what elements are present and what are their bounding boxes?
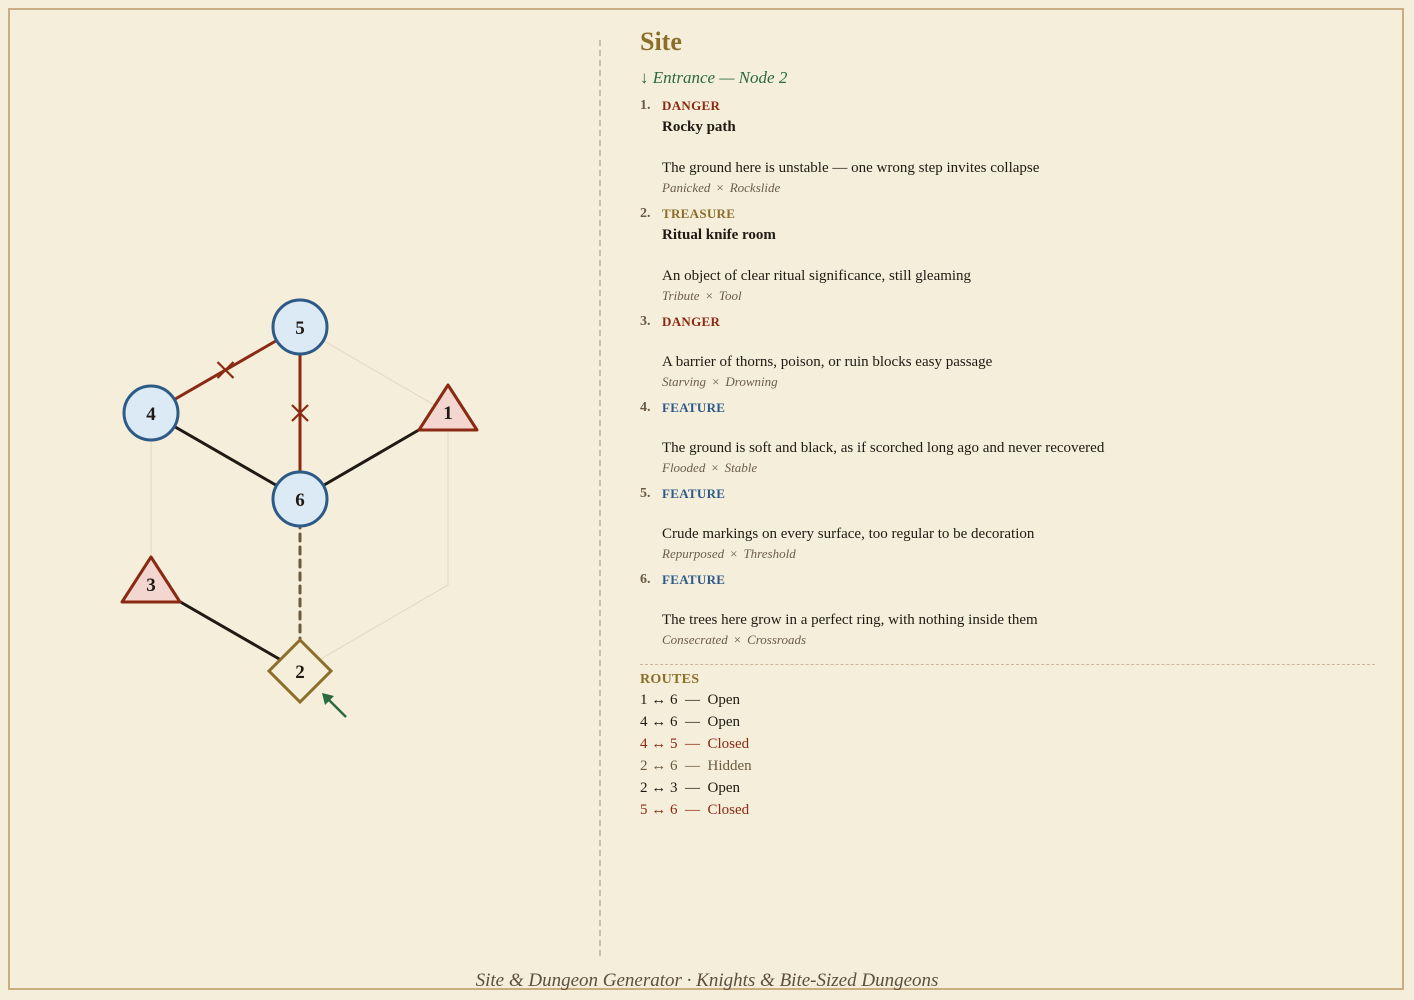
entry-description: An object of clear ritual significance, still gleaming <box>662 268 972 284</box>
node-label: 1 <box>443 403 453 424</box>
route-item: 1 ↔ 6 — Open <box>640 692 740 708</box>
entry-tag-a: Consecrated <box>662 632 728 647</box>
entry-tag-b: Drowning <box>725 374 778 389</box>
entry-list <box>640 96 1380 650</box>
entry-5 <box>640 484 1380 564</box>
entrance-label: ↓ Entrance — Node 2 <box>640 68 788 87</box>
route-item: 2 ↔ 6 — Hidden <box>640 758 752 774</box>
entry-2 <box>640 204 1380 306</box>
entry-4 <box>640 398 1380 478</box>
entry-description: The ground here is unstable — one wrong step invites collapse <box>662 160 1040 176</box>
entry-kind: FEATURE <box>662 486 726 501</box>
entry-number: 2. <box>640 206 651 221</box>
node-label: 5 <box>295 318 305 339</box>
entry-number: 3. <box>640 314 651 329</box>
node-label: 2 <box>295 662 305 683</box>
route-item: 5 ↔ 6 — Closed <box>640 802 750 818</box>
node-label: 4 <box>146 404 156 425</box>
footer-credit: Site & Dungeon Generator · Knights & Bite-Sized Dungeons <box>475 970 939 991</box>
entry-6 <box>640 570 1380 650</box>
node-6 <box>273 472 327 526</box>
entry-description: Crude markings on every surface, too regular to be decoration <box>662 526 1035 542</box>
route-item: 4 ↔ 5 — Closed <box>640 736 750 752</box>
route-item: 4 ↔ 6 — Open <box>640 714 740 730</box>
entry-kind: DANGER <box>662 98 721 113</box>
entry-tags <box>662 630 1380 650</box>
entry-tag-a: Flooded <box>662 460 706 475</box>
routes-divider <box>640 664 1375 665</box>
tag-separator: × <box>733 632 742 647</box>
entry-description: The ground is soft and black, as if scorched long ago and never recovered <box>662 440 1105 456</box>
entry-title: Ritual knife room <box>662 227 776 243</box>
entry-tags <box>662 544 1380 564</box>
site-panel <box>640 26 1380 821</box>
entry-3 <box>640 312 1380 392</box>
entry-tags <box>662 178 1380 198</box>
node-label: 3 <box>146 575 156 596</box>
site-title: Site <box>640 27 682 56</box>
entry-tags <box>662 286 1380 306</box>
tag-separator: × <box>711 460 719 475</box>
entry-description: The trees here grow in a perfect ring, with nothing inside them <box>662 612 1038 628</box>
route-list <box>640 689 1380 821</box>
entry-tags <box>662 458 1380 478</box>
node-2 <box>269 640 331 702</box>
entry-tag-b: Rockslide <box>729 180 781 195</box>
routes-heading: ROUTES <box>640 672 700 687</box>
entry-tag-a: Repurposed <box>662 546 725 561</box>
site-map <box>0 0 600 1000</box>
tag-separator: × <box>712 374 720 389</box>
tag-separator: × <box>716 180 724 195</box>
node-label: 6 <box>295 490 305 511</box>
route-item: 2 ↔ 3 — Open <box>640 780 740 796</box>
entry-kind: FEATURE <box>662 572 726 587</box>
entry-number: 5. <box>640 486 651 501</box>
entry-kind: DANGER <box>662 314 721 329</box>
tag-separator: × <box>730 546 738 561</box>
entry-tag-a: Starving <box>662 374 707 389</box>
panel-divider <box>599 40 601 956</box>
entry-tag-a: Panicked <box>662 180 711 195</box>
node-3 <box>122 557 180 602</box>
entry-number: 1. <box>640 98 651 113</box>
entry-description: A barrier of thorns, poison, or ruin blocks easy passage <box>662 354 993 370</box>
node-1 <box>419 385 477 430</box>
entry-tag-b: Tool <box>718 288 742 303</box>
entry-number: 4. <box>640 400 651 415</box>
entry-title: Rocky path <box>662 119 736 135</box>
entry-1 <box>640 96 1380 198</box>
entry-tag-b: Crossroads <box>747 632 807 647</box>
entry-tags <box>662 372 1380 392</box>
node-5 <box>273 300 327 354</box>
entry-tag-a: Tribute <box>662 288 700 303</box>
node-4 <box>124 386 178 440</box>
entrance-marker <box>322 693 346 717</box>
entry-tag-b: Stable <box>724 460 758 475</box>
entry-number: 6. <box>640 572 651 587</box>
entry-kind: TREASURE <box>662 206 736 221</box>
entry-kind: FEATURE <box>662 400 726 415</box>
entry-tag-b: Threshold <box>743 546 796 561</box>
tag-separator: × <box>705 288 713 303</box>
